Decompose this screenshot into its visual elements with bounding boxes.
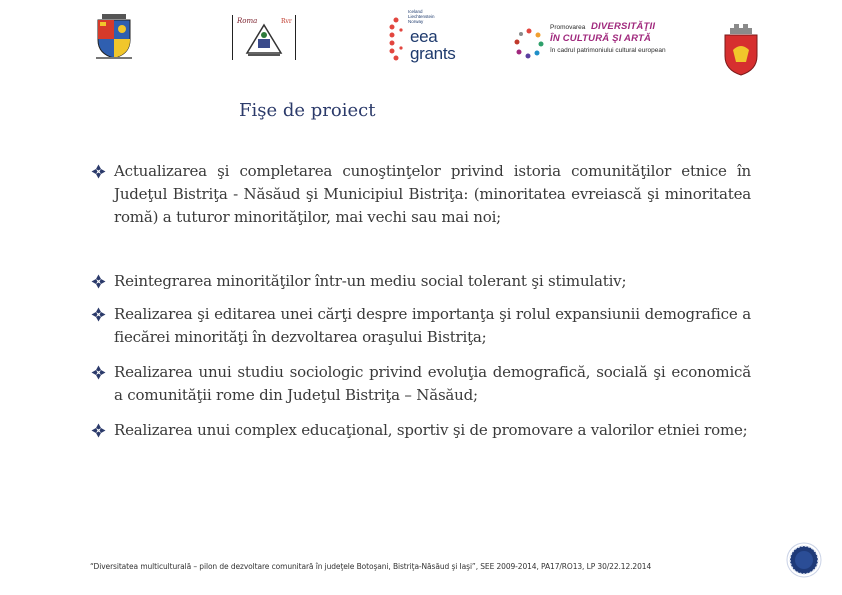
list-item xyxy=(91,419,751,465)
eea-small-text: Iceland Liechtenstein Norway xyxy=(408,9,435,24)
diamond-bullet-icon xyxy=(91,365,106,380)
svg-text:Rvr: Rvr xyxy=(281,18,292,25)
list-item xyxy=(91,303,751,361)
page-badge-icon xyxy=(786,542,822,578)
list-item xyxy=(91,270,751,303)
organization-logo-icon xyxy=(232,15,296,60)
diversity-line3-small: în cadrul patrimoniului cultural european xyxy=(550,47,666,54)
list-item-text: Realizarea unui studiu sociologic privind evoluţia demografică, socială şi economică a comunităţii rome din Judeţul Bistriţa – Năsăud; xyxy=(114,363,751,404)
list-item xyxy=(91,361,751,419)
list-item xyxy=(91,160,751,270)
footer-citation: “Diversitatea multiculturală – pilon de dezvoltare comunitară în judeţele Botoşani, Bistriţa-Năsăud şi Iaşi”, SEE 2009-2014, PA17/RO13, LP 30/22.12.2014 xyxy=(90,562,652,571)
diamond-bullet-icon xyxy=(91,423,106,438)
diversity-line2-big: ÎN CULTURĂ ŞI ARTĂ xyxy=(550,33,652,44)
eea-grants-logo-icon xyxy=(388,8,470,66)
list-item-text: Realizarea unui complex educaţional, sportiv şi de promovare a valorilor etniei rome; xyxy=(114,421,748,439)
county-coat-of-arms-icon xyxy=(94,14,134,60)
diversity-logo-icon xyxy=(512,22,682,62)
eea-word: eea xyxy=(410,27,438,46)
svg-text:Roma: Roma xyxy=(237,17,258,25)
diversity-line1-small: Promovarea xyxy=(550,24,586,31)
diamond-bullet-icon xyxy=(91,274,106,289)
diamond-bullet-icon xyxy=(91,307,106,322)
page-title: Fişe de proiect xyxy=(239,100,376,121)
list-item-text: Actualizarea şi completarea cunoştinţelor privind istoria comunităţilor etnice în Judeţul Bistriţa - Năsăud şi Municipiul Bistriţa: (minoritatea evreiască şi minoritatea romă) a tuturor minorităţilor, mai vechi sau mai noi; xyxy=(114,162,751,226)
diversity-line1-big: DIVERSITĂŢII xyxy=(591,21,656,32)
diamond-bullet-icon xyxy=(91,164,106,179)
list-item-text: Realizarea şi editarea unei cărţi despre importanţa şi rolul expansiunii demografice a fiecărei minorităţi în dezvoltarea oraşului Bistriţa; xyxy=(114,305,751,346)
city-coat-of-arms-icon xyxy=(722,24,760,76)
objective-list xyxy=(91,160,751,465)
grants-word: grants xyxy=(410,44,456,63)
list-item-text: Reintegrarea minorităţilor într-un mediu social tolerant şi stimulativ; xyxy=(114,272,627,290)
